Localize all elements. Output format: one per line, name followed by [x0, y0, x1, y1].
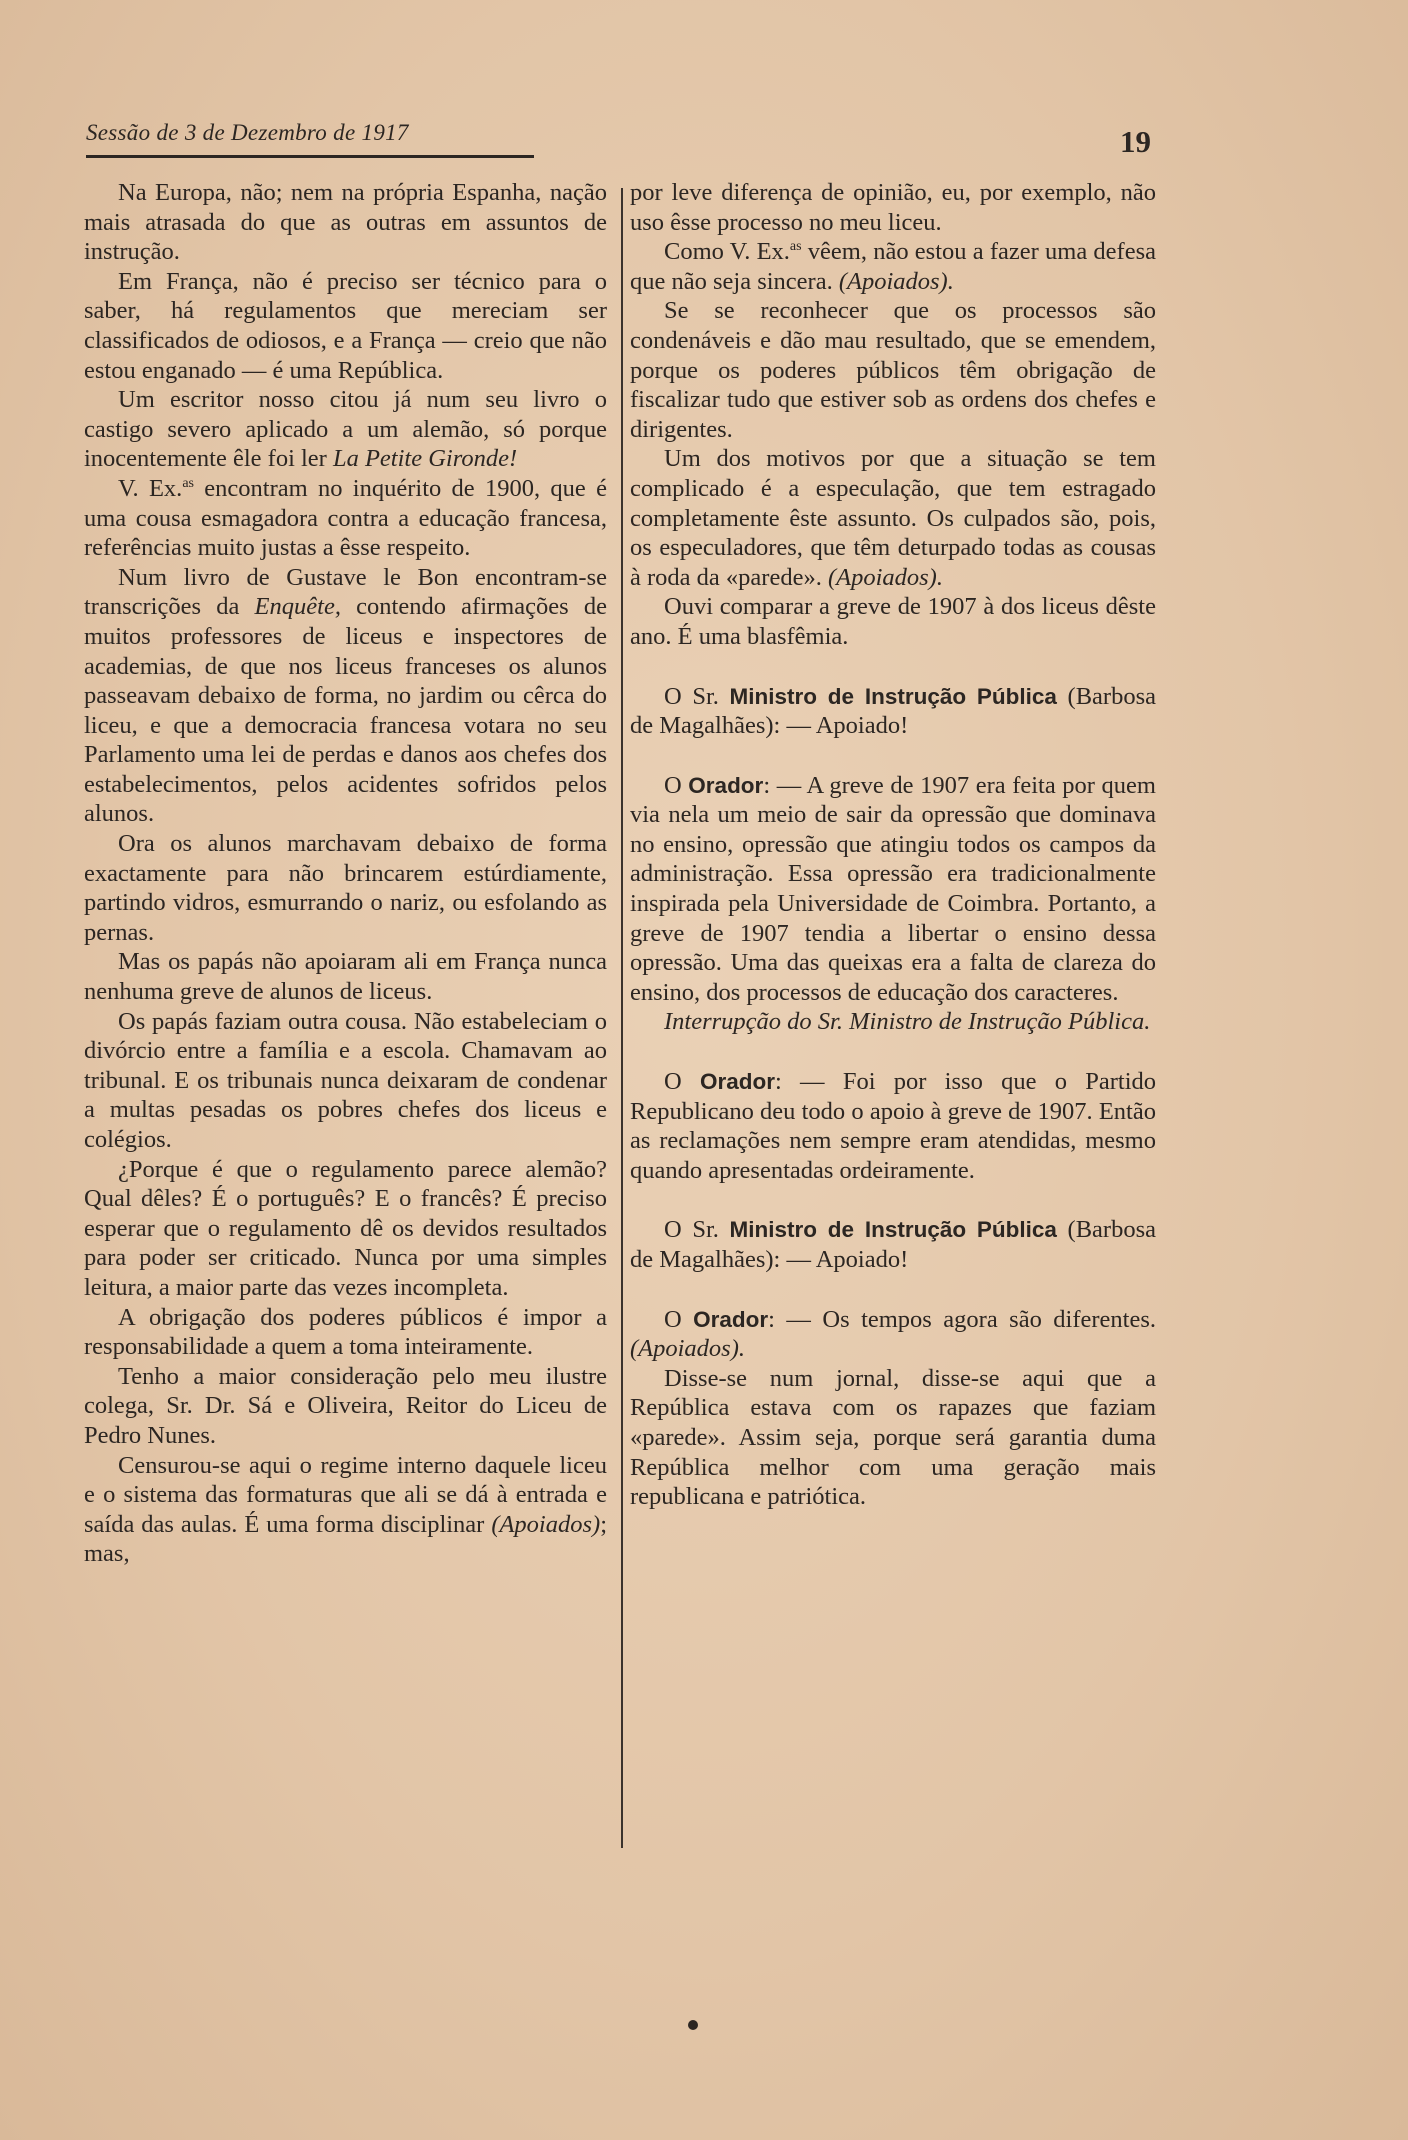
speech-minister [630, 1215, 1156, 1274]
paragraph: Na Europa, não; nem na própria Espanha, nação mais atrasada do que as outras em assuntos de instrução. [84, 179, 607, 266]
speech-prefix: O [664, 1305, 694, 1333]
paragraph: Em França, não é preciso ser técnico para o saber, há regulamentos que mereciam ser classificados de odiosos, e a França — creio que não estou enganado — é uma República. [84, 267, 607, 384]
newspaper-title: La Petite Gironde! [332, 445, 518, 473]
paragraph-text: ; mas, [84, 1510, 607, 1568]
speaker-name: Ministro de Instrução Pública [729, 1217, 1057, 1243]
speech-text: : — Foi por isso que o Partido Republicano deu todo o apoio à greve de 1907. Então as reclamações nem sempre eram atendidas, mesmo quando apresentadas ordeiramente. [630, 1068, 1157, 1184]
page-number: 19 [1120, 124, 1151, 159]
speech-prefix: O Sr. [664, 682, 730, 710]
paragraph-text: encontram no inquérito de 1900, que é uma cousa esmagadora contra a educação francesa, referências muito justas a êsse respeito. [84, 474, 607, 562]
left-column [84, 178, 607, 1569]
paragraph: por leve diferença de opinião, eu, por exemplo, não uso êsse processo no meu liceu. [630, 179, 1156, 236]
speech-prefix: O Sr. [664, 1216, 730, 1244]
header-rule [86, 155, 534, 158]
speech-prefix: O [664, 771, 689, 799]
ink-dot [688, 2020, 698, 2030]
apoiados: (Apoiados) [491, 1510, 601, 1538]
paragraph [84, 385, 607, 474]
right-column [630, 178, 1156, 1512]
paragraph: Ouvi comparar a greve de 1907 à dos liceus dêste ano. É uma blasfêmia. [630, 593, 1156, 650]
speaker-name: Orador [693, 1306, 769, 1332]
paragraph: ¿Porque é que o regulamento parece alemão? Qual dêles? É o português? E o francês? É preciso esperar que o regulamento dê os devidos resultados para poder ser criticado. Nunca por uma simples leitura, a maior parte das vezes incompleta. [84, 1155, 607, 1301]
paragraph-text: Como V. Ex. [664, 238, 790, 266]
paragraph-text: vêem, não estou a fazer uma defesa que não seja sincera. [630, 238, 1156, 295]
paragraph: A obrigação dos poderes públicos é impor a responsabilidade a quem a toma inteiramente. [84, 1303, 607, 1361]
superscript: as [182, 475, 194, 491]
paragraph: Se se reconhecer que os processos são condenáveis e dão mau resultado, que se emendem, porque os poderes públicos têm obrigação de fiscalizar tudo que estiver sob as ordens dos chefes e dirigentes. [630, 297, 1156, 443]
speech-text: (Barbosa de Magalhães): — Apoiado! [630, 682, 1156, 740]
apoiados: (Apoiados). [630, 1335, 745, 1363]
paragraph [84, 1451, 607, 1569]
speech-prefix: O [664, 1068, 700, 1096]
interruption-note: Interrupção do Sr. Ministro de Instrução Pública. [664, 1008, 1151, 1036]
speech-orador [630, 1305, 1156, 1364]
paragraph: Tenho a maior consideração pelo meu ilustre colega, Sr. Dr. Sá e Oliveira, Reitor do Liceu de Pedro Nunes. [84, 1362, 607, 1449]
speech-minister [630, 682, 1156, 741]
speaker-name: Ministro de Instrução Pública [729, 683, 1057, 709]
paragraph-text: Um escritor nosso citou já num seu livro o castigo severo aplicado a um alemão, só porque inocentemente êle foi ler [84, 386, 607, 473]
speech-text: : — A greve de 1907 era feita por quem via nela um meio de sair da opressão que dominava no ensino, opressão que atingiu todos os campos da administração. Essa opressão era tradicionalmente inspirada pela Universidade de Coimbra. Portanto, a greve de 1907 tendia a libertar o ensino dessa opressão. Uma das queixas era a falta de clareza do ensino, dos processos de educação dos caracteres. [630, 771, 1156, 1006]
speech-orador [630, 771, 1156, 1008]
paragraph [84, 474, 607, 563]
paragraph: Mas os papás não apoiaram ali em França nunca nenhuma greve de alunos de liceus. [84, 948, 607, 1006]
speech-text: (Barbosa de Magalhães): — Apoiado! [630, 1216, 1156, 1273]
paragraph-text: Censurou-se aqui o regime interno daquele liceu e o sistema das formaturas que ali se dá à entrada e saída das aulas. É uma forma disciplinar [84, 1451, 607, 1538]
paragraph-text: Num livro de Gustave le Bon encontram-se transcrições da [84, 563, 607, 621]
superscript: as [789, 239, 802, 255]
speech-orador [630, 1067, 1156, 1185]
book-title: Enquête, [254, 593, 341, 621]
paragraph-text: Um dos motivos por que a situação se tem complicado é a especulação, que tem estragado completamente êste assunto. Os culpados são, pois, os especuladores, que têm deturpado todas as cousas à roda da «parede». [630, 445, 1156, 591]
paragraph [630, 444, 1156, 592]
speaker-name: Orador [688, 772, 764, 798]
running-head: Sessão de 3 de Dezembro de 1917 [86, 120, 409, 145]
speaker-name: Orador [699, 1069, 775, 1095]
apoiados: (Apoiados). [838, 267, 954, 295]
paragraph: Disse-se num jornal, disse-se aqui que a República estava com os rapazes que faziam «parede». Assim seja, porque será garantia duma República melhor com uma geração mais republicana e patriótica. [630, 1364, 1156, 1511]
speech-text: : — Os tempos agora são diferentes. [768, 1305, 1156, 1333]
paragraph [630, 237, 1156, 296]
paragraph: Ora os alunos marchavam debaixo de forma exactamente para não brincarem estúrdiamente, partindo vidros, esmurrando o nariz, ou esfolando as pernas. [84, 830, 607, 946]
apoiados: (Apoiados). [827, 563, 943, 591]
paragraph-text: contendo afirmações de muitos professores de liceus e inspectores de academias, de que nos liceus franceses os alunos passeavam debaixo de forma, no jardim ou cêrca do liceu, e que a democracia francesa votara no seu Parlamento uma lei de perdas e danos aos chefes dos estabelecimentos, pelos acidentes sofridos pelos alunos. [84, 593, 607, 828]
column-divider [621, 188, 623, 1848]
paragraph [84, 563, 607, 829]
paragraph-text: V. Ex. [118, 474, 183, 502]
paragraph: Os papás faziam outra cousa. Não estabeleciam o divórcio entre a família e a escola. Chamavam ao tribunal. E os tribunais nunca deixaram de condenar a multas pesadas os pobres chefes dos liceus e colégios. [84, 1007, 607, 1153]
